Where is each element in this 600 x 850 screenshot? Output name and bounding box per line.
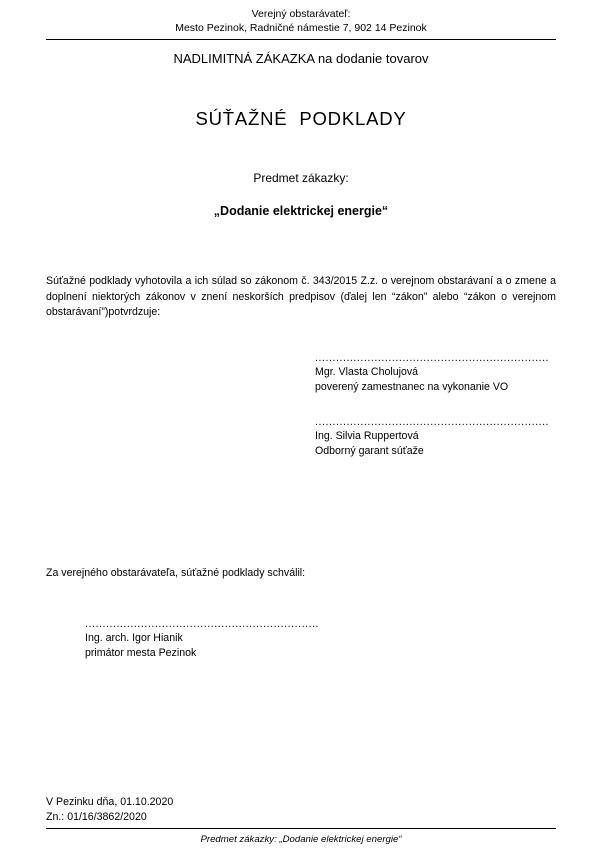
signature-block-approver [85,618,319,661]
signature-name-approver: Ing. arch. Igor Hianik [85,632,183,644]
document-meta-block [46,795,173,824]
place-and-date: V Pezinku dňa, 01.10.2020 [46,796,174,808]
reference-number: Zn.: 01/16/3862/2020 [46,810,147,823]
contract-type-heading: NADLIMITNÁ ZÁKAZKA na dodanie tovarov [173,51,429,66]
footer-divider-rule [46,828,556,829]
header-authority-label: Verejný obstarávateľ: [251,8,351,20]
signature-dotted-rule: ................................................................... [85,618,320,630]
legal-statement-paragraph: Súťažné podklady vyhotovila a ich súlad so zákonom č. 343/2015 Z.z. o verejnom obstarávaní a o zmene a doplnení niektorých zákonov v znení neskorších predpisov (ďalej len “zákon” alebo “zákon o verejnom obstarávaní”)potvrdzuje: [46,275,556,318]
header-divider-rule [46,39,556,40]
signature-dotted-rule: ................................................................... [315,416,550,428]
page-title: SÚŤAŽNÉ PODKLADY [195,108,407,129]
signature-block-preparer [315,352,549,395]
header-authority-address: Mesto Pezinok, Radničné námestie 7, 902 14 Pezinok [175,22,427,34]
footer-subject-text: Predmet zákazky: „Dodanie elektrickej energie“ [200,834,402,845]
signature-role-preparer: poverený zamestnanec na vykonanie VO [315,381,509,393]
signature-dotted-rule: ................................................................... [315,352,550,364]
document-header [46,7,556,35]
signature-role-approver: primátor mesta Pezinok [85,647,197,659]
signature-block-guarantor [315,416,549,459]
subject-value: „Dodanie elektrickej energie“ [213,204,389,218]
signature-name-guarantor: Ing. Silvia Ruppertová [315,430,419,442]
subject-label: Predmet zákazky: [253,171,349,185]
approval-label: Za verejného obstarávateľa, súťažné podklady schválil: [46,567,306,579]
signature-name-preparer: Mgr. Vlasta Cholujová [315,366,419,378]
signature-role-guarantor: Odborný garant súťaže [315,445,424,457]
